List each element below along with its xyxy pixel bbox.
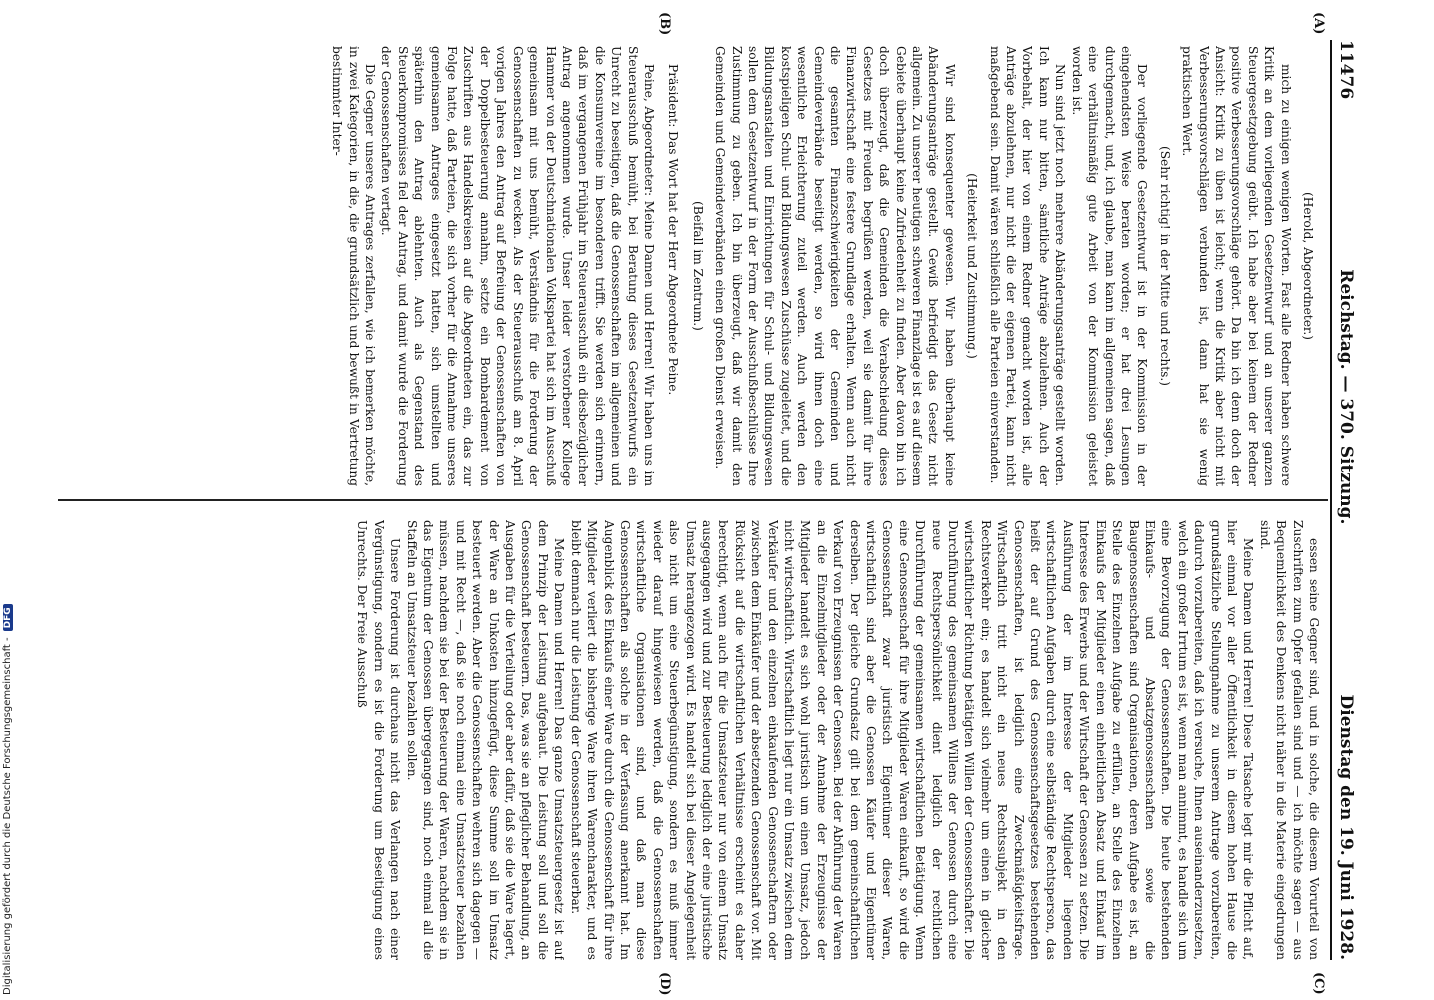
credit-text: Digitalisierung gefördert durch die Deutsche Forschungsgemeinschaft - (2, 637, 13, 995)
margin-marker-d: (D) (657, 972, 672, 996)
left-column (72, 46, 1322, 486)
paragraph: Meine Damen und Herren! Diese Tatsache legt mir die Pflicht auf, hier einmal vor aller Öffentlichkeit in diesem hohen Hause die grundsätzliche Stellungnahme zu unserem Antrage vorzubereiten, dadurch vorzubereiten, daß ich versuche, Ihnen auseinanderzusetzen, welch ein großer Irrtum es ist, wenn man annimmt, es handle sich um eine Bevorzugung der Genossenschaften. Die heute bestehenden Einkaufs- und Absatzgenossenschaften sowie die Baugenossenschaften sind Organisationen, deren Aufgabe es ist, an Stelle des Einzelnen Aufgabe zu erfüllen, an Stelle des Einzelnen Einkaufs der Mitglieder einen einheitlichen Absatz und Einkauf im Interesse des Erwerbs und der Wirtschaft der Genossen zu setzen. Die Ausführung der im Interesse der Mitglieder liegenden wirtschaftlichen Aufgaben durch eine selbständige Rechtsperson, das heißt der auf Grund des Genossenschaftsgesetzes bestehenden Genossenschaften, ist lediglich eine Zweckmäßigkeitsfrage. Wirtschaftlich tritt nicht ein neues Rechtssubjekt in den Rechtsverkehr ein; es handelt sich vielmehr um einen in gleicher wirtschaftlicher Richtung betätigten Willen der Genossenschafter. Die Durchführung des gemeinsamen Willens der Genossen durch eine neue Rechtspersönlichkeit dient lediglich der rechtlichen Durchführung der gemeinsamen wirtschaftlichen Betätigung. Wenn eine Genossenschaft für ihre Mitglieder Waren einkauft, so wird die Genossenschaft zwar juristisch Eigentümer dieser Waren, wirtschaftlich sind aber die Genossen Käufer und Eigentümer derselben. Der gleiche Grundsatz gilt bei dem gemeinschaftlichen Verkauf von Erzeugnissen der Genossen. Bei der Abführung der Waren an die Einzelmitglieder oder der Annahme der Erzeugnisse der Mitglieder handelt es sich wohl juristisch um einen Umsatz, jedoch nicht wirtschaftlich. Wirtschaftlich liegt nur ein Umsatz zwischen dem Verkäufer und den einzelnen einkaufenden Genossenschaftern oder zwischen dem Einkäufer und der absetzenden Genossenschaft vor. Mit Rücksicht auf die wirtschaftlichen Verhältnisse erscheint es daher berechtigt, wenn auch für die Umsatzsteuer nur von einem Umsatz ausgegangen wird und zur Besteuerung lediglich der eine juristische Umsatz herangezogen wird. Es handelt sich bei dieser Angelegenheit also nicht um eine Steuerbegünstigung, sondern es muß immer wieder darauf hingewiesen werden, daß die Genossenschaften wirtschaftliche Organisationen sind, und daß man diese Genossenschaften als solche in der Verfassung anerkannt hat. Im Augenblick des Einkaufs einer Ware durch die Genossenschaft für ihre Mitglieder verliert die bisherige Ware ihren Warencharakter, und es bleibt demnach nur die Leistung der Genossenschaft steuerbar. (568, 520, 1256, 960)
margin-marker-a: (A) (1311, 12, 1326, 35)
interjection: (Sehr richtig! in der Mitte und rechts.) (1157, 145, 1172, 387)
interjection: (Beifall im Zentrum.) (690, 201, 705, 331)
paragraph: Unsere Forderung ist durchaus nicht das Verlangen nach einer Vergünstigung, sondern es ist die Forderung um Beseitigung eines Unrechts. Der Freie Ausschuß (355, 520, 403, 960)
margin-marker-c: (C) (1311, 972, 1326, 995)
interjection: (Herold, Abgeordneter.) (1301, 191, 1315, 341)
column-divider (58, 499, 1328, 501)
speaker-paragraph: Präsident: Das Wort hat der Herr Abgeordnete Peine. (666, 64, 681, 396)
paragraph: essen seine Gegner sind, und in solche, die diesem Vorurteil von Zuschriften zum Opfer gefallen sind und — ich möchte sagen — aus Bequemlichkeit des Denkens nicht näher in die Materie eingedrungen sind. (1257, 520, 1321, 960)
speaker-paragraph: Peine, Abgeordneter: Meine Damen und Herren! Wir haben uns im Steuerausschuß bemüht, bei Beratung dieses Gesetzentwurfs ein Unrecht zu beseitigen, daß die Genossenschaften im allgemeinen und die Konsumvereine im besonderen trifft. Sie werden sich erinnern, daß im vergangenen Frühjahr im Steuerausschuß ein diesbezüglicher Antrag angenommen wurde. Unser leider verstorbener Kollege Hammer von der Deutschnationalen Volkspartei hat sich im Ausschuß gemeinsam mit uns bemüht, Verständnis für die Forderung der Genossenschaften zu wecken. Als der Steuerausschuß am 8. April vorigen Jahres den Antrag auf Befreiung der Genossenschaften von der Doppelbesteuerung annahm, setzte ein Bombardement von Zuschriften aus Handelskreisen auf die Abgeordneten ein, das zur Folge hatte, daß Parteien, die sich vorher für die Annahme unseres gemeinsamen Antrages eingesetzt hatten, sich umstellten und späterhin den Antrag ablehnten. Auch als Gegenstand des Steuerkompromisses fiel der Antrag, und damit wurde die Forderung der Genossenschaften vertagt. (379, 46, 656, 486)
paragraph: Die Gegner unseres Antrages zerfallen, wie ich bemerken möchte, in zwei Kategorien, in die, die grundsätzlich und bewußt in Vertretung bestimmter Inter- (330, 46, 378, 486)
paragraph: Meine Damen und Herren! Das ganze Umsatzsteuergesetz ist auf dem Prinzip der Leistung aufgebaut. Die Leistung soll und soll die Genossenschaft besteuern. Das, was sie an pfleglicher Behandlung, an Ausgaben für die Verteilung oder aber dafür, daß sie die Ware lagert, der Ware an Unkosten hinzugefügt, diese Summe soll im Umsatz besteuert werden. Aber die Genossenschaften wehren sich dagegen — und mit Recht —, daß sie noch einmal eine Umsatzsteuer bezahlen müssen, nachdem sie bei der Besteuerung der Waren, nachdem sie in das Eigentum der Genossen übergegangen sind, noch einmal all die Staffeln an Umsatzsteuer bezahlen sollen. (404, 520, 567, 960)
paragraph: Wir sind konsequenter gewesen. Wir haben überhaupt keine Abänderungsanträge gestellt. Gewiß befriedigt das Gesetz nicht allgemein. Zu unserer heutigen schweren Finanzlage ist es auf diesem Gebiete überhaupt keine Zufriedenheit zu finden. Aber davon bin ich doch überzeugt, daß die Gemeinden die Verabschiedung dieses Gesetzes mit Freuden begrüßen werden, weil sie damit für ihre Finanzwirtschaft eine festere Grundlage erhalten. Wenn auch nicht die gesamten Finanzschwierigkeiten der Gemeinden und Gemeindeverbände beseitigt werden, so wird ihnen doch eine wesentliche Erleichterung zuteil werden. Auch werden den kostspieligen Schul- und Bildungswesen Zuschüsse zugeleitet, und die Bildungsanstalten und Einrichtungen für Schul- und Bildungswesen sollen dem Gesetzentwurf in der Form der Ausschußbeschlüsse Ihre Zustimmung zu geben. Ich bin überzeugt, daß wir damit den Gemeinden und Gemeindeverbänden einen großen Dienst erweisen. (713, 46, 957, 486)
digitization-credit (2, 604, 13, 995)
session-date: Dienstag den 19. Juni 1928. (1336, 694, 1356, 960)
margin-marker-b: (B) (657, 12, 672, 36)
dfg-logo: DFG (3, 604, 13, 631)
paragraph: mich zu einigen wenigen Worten. Fast alle Redner haben schwere Kritik an dem vorliegenden Gesetzentwurf und an unserer ganzen Steuergesetzgebung geübt. Ich habe aber bei keinem der Redner positive Verbesserungsvorschläge gehört. Da bin ich denn doch der Ansicht: Kritik zu üben ist leicht; wenn die Kritik aber nicht mit Verbesserungsvorschlägen verbunden ist, dann hat sie wenig praktischen Wert. (1180, 46, 1293, 486)
paragraph: Nun sind jetzt noch mehrere Abänderungsanträge gestellt worden. Ich kann nur bitten, sämtliche Anträge abzulehnen. Auch der Vorbehalt, der hier von einem Redner gemacht worden ist, alle Anträge abzulehnen, nur nicht die der eigenen Partei, kann nicht maßgebend sein. Damit wären schließlich alle Parteien einverstanden. (987, 46, 1068, 486)
page-header (1330, 40, 1372, 960)
page-title: Reichstag. — 370. Sitzung. (1336, 269, 1356, 525)
interjection: (Heiterkeit und Zustimmung.) (965, 173, 980, 359)
page-number: 11476 (1336, 40, 1356, 100)
paragraph: Der vorliegende Gesetzentwurf ist in der Kommission in der eingehendsten Weise beraten worden; er hat drei Lesungen durchgemacht, und, ich glaube, man kann im allgemeinen sagen, daß eine verhältnismäßig gute Arbeit von der Kommission geleistet worden ist. (1069, 46, 1150, 486)
right-column (72, 520, 1322, 960)
